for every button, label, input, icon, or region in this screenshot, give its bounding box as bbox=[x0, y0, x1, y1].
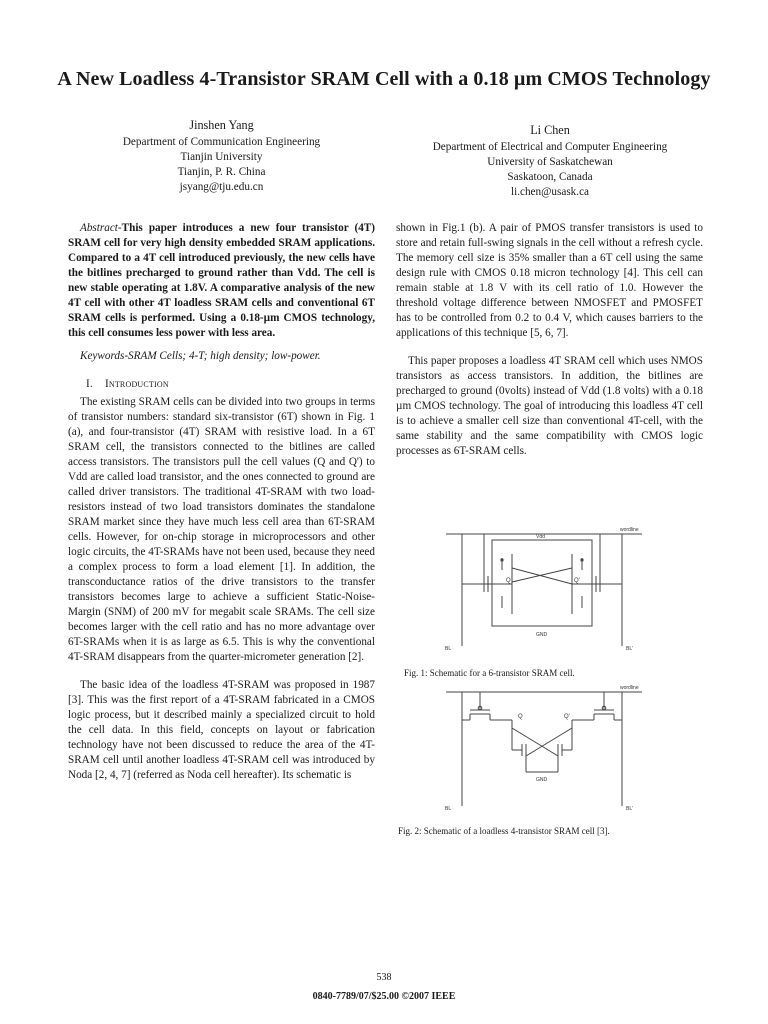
author-affiliation-line: Saskatoon, Canada bbox=[507, 171, 593, 183]
author-email: jsyang@tju.edu.cn bbox=[179, 181, 264, 193]
fig2-wordline-label: wordline bbox=[620, 685, 639, 691]
section-number: I. bbox=[86, 378, 93, 390]
abstract-text: This paper introduces a new four transistor (4T) SRAM cell for very high density embedded SRAM applications. Compared to a 4T cell introduced previously, the new cells have the bitlines precharged to ground rather than Vdd. The cell is new stable operating at 1.8V. A comparative analysis of the new 4T cell with other 4T loadless SRAM cells and conventional 6T SRAM cells is performed. Using a 0.18-µm CMOS technology, this cell consumes less power with less area. bbox=[68, 222, 375, 339]
abstract-lead: Abstract- bbox=[80, 222, 122, 234]
copyright-line: 0840-7789/07/$25.00 ©2007 IEEE bbox=[312, 991, 456, 1002]
author-name: Jinshen Yang bbox=[189, 118, 254, 132]
fig2-qb-label: Q' bbox=[564, 714, 570, 720]
body-paragraph: This paper proposes a loadless 4T SRAM cell which uses NMOS transistors as access transistors. In addition, the bitlines are precharged to ground (0volts) instead of Vdd (1.8 volts) with a 0.18 µm CMOS technology. The goal of introducing this loadless 4T cell is to achieve a smaller cell size than conventional 4T-cell, with the same stability and the same compatibility with CMOS logic processes as 6T-SRAM cells. bbox=[396, 355, 703, 457]
figure-1-caption: Fig. 1: Schematic for a 6-transistor SRAM cell. bbox=[404, 668, 575, 678]
body-paragraph: The existing SRAM cells can be divided into two groups in terms of transistor numbers: standard six-transistor (6T) shown in Fig. 1 (a), and four-transistor (4T) SRAM with resistive load. In a 6T SRAM cell, the transistors connected to the bitlines are called access transistors. The transistors pull the cell values (Q and Q') to Vdd are called load transistor, and the ones connected to ground are called driver transistors. The traditional 4T-SRAM with two load-resistors instead of two load transistors dominates the standalone SRAM market since they have much less cell area than 6T-SRAM cells. However, for on-chip storage in microprocessors and other logic circuits, the 4T-SRAMs have not been used, because they need a complex process to form a load element [1]. In addition, the transconductance ratios of the drive transistors to the transfer transistors becomes large to achieve a sufficient Static-Noise-Margin (SNM) of 200 mV for megabit scale SRAMs. The cell size becomes larger with the cell ratio and has no more advantage over 6T-SRAMs when it is as large as 6.5. This is why the conventional 4T-SRAM disappears from the quarter-micrometer generation [2]. bbox=[68, 396, 375, 663]
figure-2-schematic bbox=[440, 680, 646, 814]
paper-title: A New Loadless 4-Transistor SRAM Cell with a 0.18 µm CMOS Technology bbox=[57, 68, 711, 90]
author-email: li.chen@usask.ca bbox=[510, 186, 590, 198]
author-affiliation-line: Tianjin University bbox=[180, 151, 263, 163]
fig2-q-label: Q bbox=[518, 714, 523, 720]
fig1-blb-label: BL' bbox=[626, 646, 634, 652]
section-heading bbox=[86, 377, 375, 392]
left-column bbox=[68, 221, 375, 783]
fig1-bl-label: BL bbox=[445, 646, 452, 652]
fig2-gnd-label: GND bbox=[536, 777, 548, 783]
author-affiliation-line: University of Saskatchewan bbox=[487, 156, 613, 168]
fig1-qb-label: Q' bbox=[574, 578, 580, 584]
fig1-q-label: Q bbox=[506, 578, 511, 584]
abstract bbox=[68, 221, 375, 341]
fig1-gnd-label: GND bbox=[536, 632, 548, 638]
right-column bbox=[396, 221, 703, 459]
fig1-wordline-label: wordline bbox=[620, 527, 639, 533]
keywords: Keywords-SRAM Cells; 4-T; high density; low-power. bbox=[80, 350, 321, 362]
fig2-bl-label: BL bbox=[445, 806, 452, 812]
author-affiliation-line: Tianjin, P. R. China bbox=[177, 166, 266, 178]
figure-2-caption: Fig. 2: Schematic of a loadless 4-transistor SRAM cell [3]. bbox=[398, 826, 610, 836]
section-title: Introduction bbox=[104, 378, 169, 390]
body-paragraph: The basic idea of the loadless 4T-SRAM was proposed in 1987 [3]. This was the first report of a 4T-SRAM fabricated in a CMOS logic process, but it described mainly a specialized circuit to hold the cell data. In this field, concepts on layout or fabrication technology have not been discussed to reduce the area of the 4T-SRAM cell until another loadless 4T-SRAM cell was introduced by Noda [2, 4, 7] (referred as Noda cell hereafter). Its schematic is bbox=[68, 679, 375, 781]
author-affiliation-line: Department of Communication Engineering bbox=[122, 136, 321, 148]
fig1-vdd-label: Vdd bbox=[536, 534, 545, 540]
figure-1-schematic bbox=[440, 522, 646, 654]
author-block-1 bbox=[68, 118, 375, 195]
page-number: 538 bbox=[376, 972, 392, 983]
author-block-2 bbox=[400, 123, 700, 200]
fig2-blb-label: BL' bbox=[626, 806, 634, 812]
author-name: Li Chen bbox=[530, 123, 570, 137]
body-paragraph: shown in Fig.1 (b). A pair of PMOS transfer transistors is used to store and retain full-swing signals in the cell without a refresh cycle. The memory cell size is 35% smaller than a 6T cell using the same design rule with CMOS 0.18 micron technology [4]. This cell can remain stable at 1.8 V with its cell ratio of 1.0. However the threshold voltage difference between NMOSFET and PMOSFET has to be controlled from 0.2 to 0.4 V, which causes barriers to the applications of this technique [5, 6, 7]. bbox=[396, 222, 703, 339]
author-affiliation-line: Department of Electrical and Computer Engineering bbox=[432, 141, 668, 153]
